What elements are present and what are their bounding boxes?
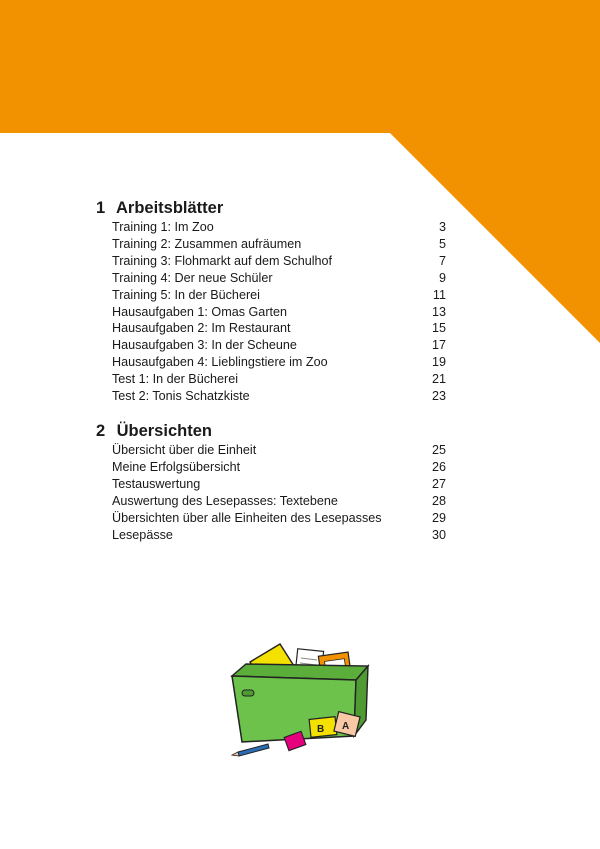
toc-entry-page: 17 [431,338,446,353]
toc-entry-page: 9 [438,270,446,285]
toc-entry [96,219,446,236]
toc-entry-label: Training 2: Zusammen aufräumen [112,236,302,251]
toc-entry-page: 7 [438,253,446,268]
toc-entry [96,270,446,287]
toc-entry-label: Training 4: Der neue Schüler [112,270,273,285]
toc-entry-page: 23 [431,389,446,404]
toc-entry-label: Hausaufgaben 2: Im Restaurant [112,321,291,336]
card-letter: B [317,724,325,735]
entry-list [96,219,446,405]
toc-entry [96,371,446,388]
toc-entry-label: Training 3: Flohmarkt auf dem Schulhof [112,253,333,268]
toc-entry-label: Training 5: In der Bücherei [112,287,260,302]
box-of-cards-icon [228,636,374,758]
toc-entry [96,320,446,337]
toc-entry-label: Test 1: In der Bücherei [112,372,239,387]
toc-entry [96,253,446,270]
toc-entry-label: Übersicht über die Einheit [112,443,257,457]
toc-entry-page: 13 [431,304,446,319]
toc-entry [96,304,446,321]
toc-entry-label: Auswertung des Lesepasses: Textebene [112,493,338,508]
toc-section-arbeitsblaetter [96,198,446,405]
toc-entry-page: 19 [431,355,446,370]
toc-section-uebersichten [96,421,446,543]
toc-entry-label: Hausaufgaben 3: In der Scheune [112,338,297,353]
section-number: 2 [96,422,106,440]
toc-entry-page: 25 [431,443,446,457]
toc-entry [96,236,446,253]
toc-entry [96,442,446,459]
toc-entry-label: Lesepässe [112,527,173,542]
toc-entry-page: 11 [432,287,446,302]
toc-entry-label: Übersichten über alle Einheiten des Lesepasses [112,510,382,525]
toc-entry [96,287,446,304]
section-number: 1 [96,199,106,217]
toc-entry-page: 29 [431,510,446,525]
toc-entry [96,388,446,405]
card-letter: A [342,721,350,732]
toc-entry-page: 5 [438,236,446,251]
toc-entry-label: Test 2: Tonis Schatzkiste [112,389,250,404]
toc-entry [96,459,446,476]
toc-entry-page: 21 [431,372,446,387]
toc-entry-page: 30 [431,527,446,542]
toc-entry [96,510,446,527]
section-title: Arbeitsblätter [115,199,224,217]
toc-entry [96,493,446,510]
section-heading [96,421,446,441]
toc-entry-label: Training 1: Im Zoo [112,220,214,234]
toc-entry [96,476,446,493]
toc-entry-page: 26 [431,459,446,474]
toc-entry [96,354,446,371]
toc-entry [96,527,446,544]
toc-entry-page: 27 [431,476,446,491]
toc-entry-label: Hausaufgaben 1: Omas Garten [112,304,288,319]
toc-entry-page: 3 [438,220,446,234]
pencil-icon [232,744,269,756]
toc-entry-label: Testauswertung [112,476,201,491]
section-title: Übersichten [116,422,212,440]
toc-entry [96,337,446,354]
toc-entry-label: Hausaufgaben 4: Lieblingstiere im Zoo [112,355,328,370]
letter-card-icon [309,717,337,738]
toc-entry-label: Meine Erfolgsübersicht [112,459,241,474]
entry-list [96,442,446,543]
toc-entry-page: 28 [431,493,446,508]
toc-entry-page: 15 [431,321,446,336]
section-heading [96,198,446,218]
